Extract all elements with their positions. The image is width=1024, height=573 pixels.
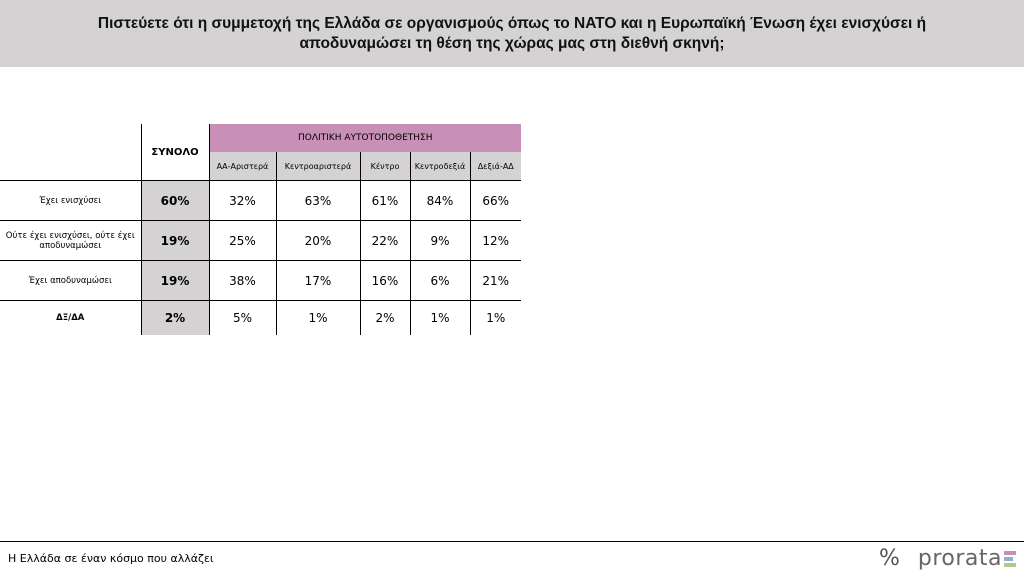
total-cell: 19% <box>141 261 209 301</box>
total-cell: 2% <box>141 301 209 335</box>
value-cell: 61% <box>360 181 410 221</box>
group-header: ΠΟΛΙΤΙΚΗ ΑΥΤΟΤΟΠΟΘΕΤΗΣΗ <box>209 124 521 152</box>
results-table <box>0 124 521 335</box>
table-row <box>0 181 521 221</box>
value-cell: 1% <box>486 310 506 325</box>
total-header: ΣΥΝΟΛΟ <box>141 124 209 181</box>
logo-bar <box>1004 551 1016 555</box>
column-header: Κεντροδεξιά <box>410 152 470 181</box>
value-cell: 66% <box>470 181 521 221</box>
value-cell: 21% <box>470 261 521 301</box>
corner-cell <box>0 124 141 181</box>
question-banner <box>0 0 1024 67</box>
value-cell: 16% <box>360 261 410 301</box>
footer-divider <box>0 541 1024 542</box>
row-label: Ούτε έχει ενισχύσει, ούτε έχει αποδυναμώσει <box>0 221 141 261</box>
value-cell: 9% <box>410 221 470 261</box>
percent-icon: % <box>878 546 900 571</box>
value-cell: 6% <box>410 261 470 301</box>
table-row <box>0 301 521 335</box>
value-cell: 2% <box>360 301 410 335</box>
value-cell: 12% <box>470 221 521 261</box>
logo-bars-icon <box>1004 551 1016 567</box>
table-row <box>0 221 521 261</box>
value-cell: 32% <box>209 181 276 221</box>
brand-wordmark: prorata <box>917 546 1002 571</box>
column-header: ΑΑ-Αριστερά <box>209 152 276 181</box>
value-cell: 5% <box>209 301 276 335</box>
prorata-logo <box>879 546 1016 571</box>
logo-bar <box>1004 563 1016 567</box>
column-header: Κέντρο <box>360 152 410 181</box>
table-row <box>0 261 521 301</box>
logo-bar <box>1004 557 1013 561</box>
footer-caption: Η Ελλάδα σε έναν κόσμο που αλλάζει <box>8 552 214 565</box>
total-cell: 19% <box>141 221 209 261</box>
value-cell: 1% <box>276 301 360 335</box>
value-cell: 1% <box>410 301 470 335</box>
value-cell: 25% <box>209 221 276 261</box>
value-cell: 63% <box>276 181 360 221</box>
total-cell: 60% <box>141 181 209 221</box>
column-header: Κεντροαριστερά <box>276 152 360 181</box>
row-label: ΔΞ/ΔΑ <box>0 301 141 335</box>
value-cell: 84% <box>410 181 470 221</box>
value-cell: 20% <box>276 221 360 261</box>
row-label: Έχει αποδυναμώσει <box>0 261 141 301</box>
column-header: Δεξιά-ΑΔ <box>470 152 521 181</box>
row-label: Έχει ενισχύσει <box>0 181 141 221</box>
question-text: Πιστεύετε ότι η συμμετοχή της Ελλάδα σε οργανισμούς όπως το ΝΑΤΟ και η Ευρωπαϊκή Ένωση έχει ενισχύσει ή αποδυναμώσει τη θέση της χώρας μας στη διεθνή σκηνή; <box>97 14 927 52</box>
value-cell: 17% <box>276 261 360 301</box>
value-cell: 22% <box>360 221 410 261</box>
value-cell: 38% <box>209 261 276 301</box>
